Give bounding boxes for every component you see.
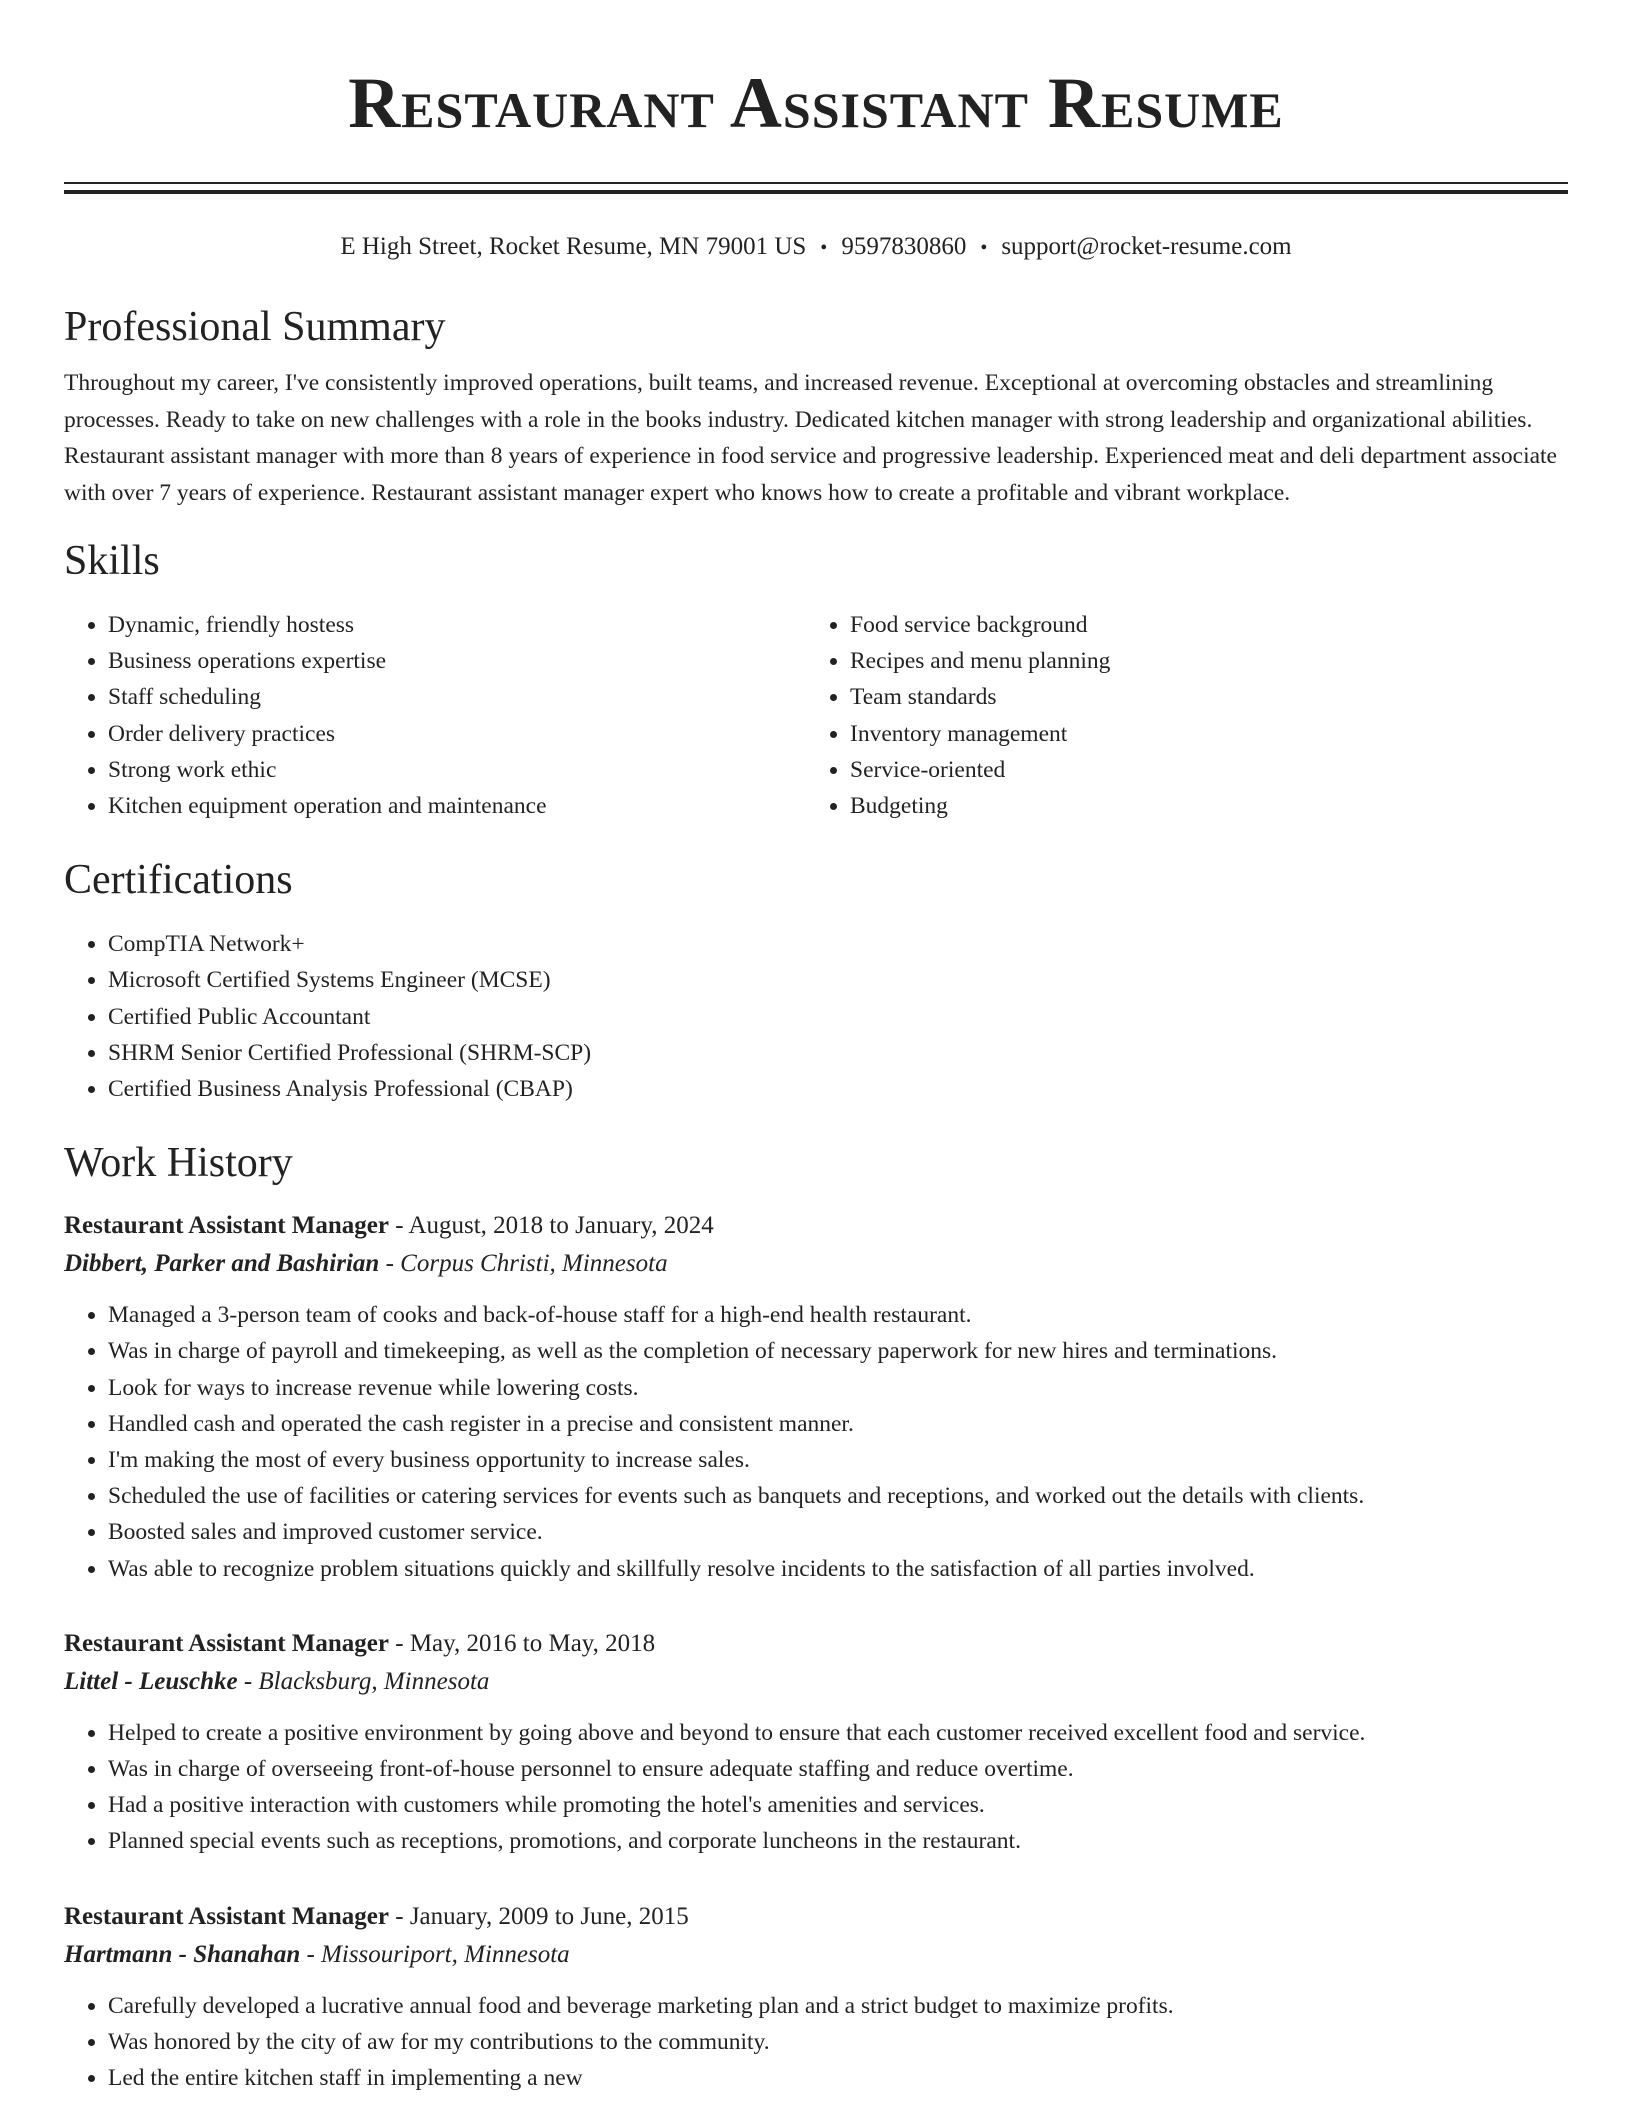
company-name: Hartmann - Shanahan bbox=[64, 1940, 301, 1968]
skill-item: • Kitchen equipment operation and maintenance bbox=[108, 788, 806, 824]
certification-item: • Microsoft Certified Systems Engineer (MCSE) bbox=[108, 962, 1568, 998]
skill-item: • Staff scheduling bbox=[108, 679, 806, 715]
job-duties-list bbox=[64, 1988, 1568, 2097]
skill-item: • Order delivery practices bbox=[108, 716, 806, 752]
job-duty: • Look for ways to increase revenue while lowering costs. bbox=[108, 1370, 1568, 1406]
job-duty: • Was honored by the city of aw for my contributions to the community. bbox=[108, 2024, 1568, 2060]
summary-heading: Professional Summary bbox=[64, 304, 446, 350]
certifications-list bbox=[64, 926, 1568, 1107]
skill-item: • Food service background bbox=[850, 607, 1548, 643]
job-entry bbox=[64, 1207, 1568, 1587]
job-title-line bbox=[64, 1898, 1568, 1936]
title-divider-thin bbox=[64, 182, 1568, 184]
job-duty: • Was able to recognize problem situations quickly and skillfully resolve incidents to the satisfaction of all parties involved. bbox=[108, 1551, 1568, 1587]
skill-item: • Recipes and menu planning bbox=[850, 643, 1548, 679]
skill-item: • Dynamic, friendly hostess bbox=[108, 607, 806, 643]
certification-item: • Certified Business Analysis Professional (CBAP) bbox=[108, 1071, 1568, 1107]
job-title: Restaurant Assistant Manager bbox=[64, 1902, 389, 1930]
job-title-line bbox=[64, 1207, 1568, 1245]
skills-columns bbox=[64, 607, 1568, 824]
contact-separator: • bbox=[980, 237, 988, 259]
contact-line bbox=[64, 230, 1568, 265]
job-duty: • Was in charge of overseeing front-of-house personnel to ensure adequate staffing and reduce overtime. bbox=[108, 1751, 1568, 1787]
skills-list-right bbox=[806, 607, 1548, 824]
contact-address: E High Street, Rocket Resume, MN 79001 US bbox=[340, 233, 807, 260]
job-duty: • Had a positive interaction with customers while promoting the hotel's amenities and services. bbox=[108, 1787, 1568, 1823]
job-duties-list bbox=[64, 1297, 1568, 1587]
job-duty: • Led the entire kitchen staff in implementing a new bbox=[108, 2060, 1568, 2096]
contact-phone: 9597830860 bbox=[841, 233, 967, 260]
company-location: - Blacksburg, Minnesota bbox=[237, 1667, 490, 1695]
job-duty: • Carefully developed a lucrative annual food and beverage marketing plan and a strict budget to maximize profits. bbox=[108, 1988, 1568, 2024]
job-duty: • Was in charge of payroll and timekeeping, as well as the completion of necessary paperwork for new hires and terminations. bbox=[108, 1333, 1568, 1369]
contact-email: support@rocket-resume.com bbox=[1001, 233, 1292, 260]
skill-item: • Budgeting bbox=[850, 788, 1548, 824]
skills-list-left bbox=[64, 607, 806, 824]
company-name: Dibbert, Parker and Bashirian bbox=[64, 1250, 380, 1278]
certification-item: • CompTIA Network+ bbox=[108, 926, 1568, 962]
skill-item: • Strong work ethic bbox=[108, 752, 806, 788]
skill-item: • Business operations expertise bbox=[108, 643, 806, 679]
company-location: - Corpus Christi, Minnesota bbox=[379, 1250, 668, 1278]
job-entry bbox=[64, 1625, 1568, 1860]
job-title: Restaurant Assistant Manager bbox=[64, 1212, 389, 1240]
job-duty: • I'm making the most of every business opportunity to increase sales. bbox=[108, 1442, 1568, 1478]
job-duty: • Scheduled the use of facilities or catering services for events such as banquets and receptions, and worked out the details with clients. bbox=[108, 1478, 1568, 1514]
company-line bbox=[64, 1936, 1568, 1974]
contact-separator: • bbox=[820, 237, 828, 259]
summary-text: Throughout my career, I've consistently improved operations, built teams, and increased revenue. Exceptional at overcoming obstacles and streamlining processes. Ready to take on new challenges with a role in the books industry. Dedicated kitchen manager with strong leadership and organizational abilities. Restaurant assistant manager with more than 8 years of experience in food service and progressive leadership. Experienced meat and deli department associate with over 7 years of experience. Restaurant assistant manager expert who knows how to create a profitable and vibrant workplace. bbox=[64, 370, 1557, 506]
job-duty: • Boosted sales and improved customer service. bbox=[108, 1514, 1568, 1550]
job-title: Restaurant Assistant Manager bbox=[64, 1629, 389, 1657]
job-dates: - May, 2016 to May, 2018 bbox=[389, 1629, 656, 1657]
company-line bbox=[64, 1245, 1568, 1283]
skill-item: • Team standards bbox=[850, 679, 1548, 715]
certification-item: • Certified Public Accountant bbox=[108, 999, 1568, 1035]
job-dates: - January, 2009 to June, 2015 bbox=[389, 1902, 689, 1930]
job-title-line bbox=[64, 1625, 1568, 1663]
work-history-heading: Work History bbox=[64, 1140, 293, 1187]
job-dates: - August, 2018 to January, 2024 bbox=[389, 1212, 714, 1240]
job-entry bbox=[64, 1898, 1568, 2097]
skills-heading: Skills bbox=[64, 538, 160, 584]
job-duty: • Managed a 3-person team of cooks and back-of-house staff for a high-end health restaurant. bbox=[108, 1297, 1568, 1333]
job-duty: • Handled cash and operated the cash register in a precise and consistent manner. bbox=[108, 1406, 1568, 1442]
job-duty: • Planned special events such as receptions, promotions, and corporate luncheons in the restaurant. bbox=[108, 1823, 1568, 1859]
certifications-heading: Certifications bbox=[64, 857, 293, 904]
job-duty: • Helped to create a positive environment by going above and beyond to ensure that each customer received excellent food and service. bbox=[108, 1715, 1568, 1751]
title-divider-thick bbox=[64, 190, 1568, 194]
company-line bbox=[64, 1663, 1568, 1701]
certification-item: • SHRM Senior Certified Professional (SHRM-SCP) bbox=[108, 1035, 1568, 1071]
company-name: Littel - Leuschke bbox=[64, 1667, 238, 1695]
skill-item: • Inventory management bbox=[850, 716, 1548, 752]
resume-page bbox=[64, 0, 1568, 2096]
company-location: - Missouriport, Minnesota bbox=[300, 1940, 570, 1968]
job-duties-list bbox=[64, 1715, 1568, 1860]
skill-item: • Service-oriented bbox=[850, 752, 1548, 788]
resume-title: Restaurant Assistant Resume bbox=[348, 63, 1284, 143]
